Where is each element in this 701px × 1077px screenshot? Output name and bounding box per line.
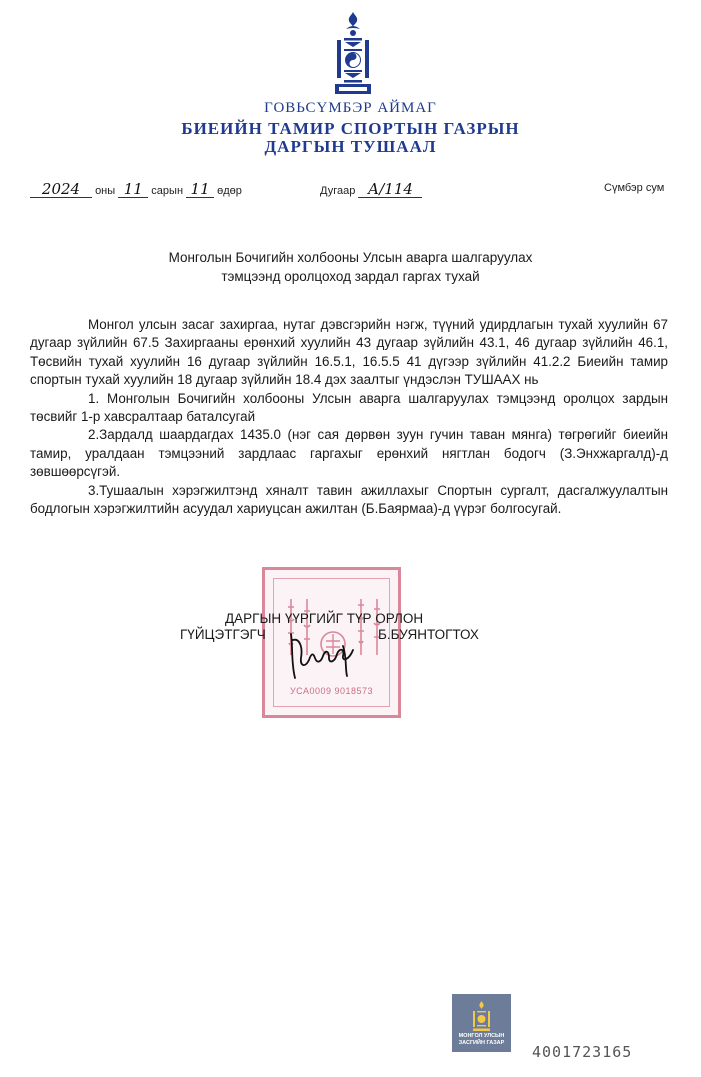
handwritten-signature-icon — [283, 628, 363, 682]
org-department-name: БИЕИЙН ТАМИР СПОРТЫН ГАЗРЫН — [181, 119, 520, 138]
signer-title-line-1: ДАРГЫН ҮҮРГИЙГ ТҮР ОРЛОН — [225, 611, 424, 626]
government-logo — [452, 994, 511, 1052]
government-logo-text — [452, 1033, 511, 1046]
org-region-name: ГОВЬСҮМБЭР АЙМАГ — [264, 100, 437, 116]
soyombo-emblem-icon — [333, 10, 373, 96]
date-year-suffix: оны — [95, 185, 116, 197]
document-number — [320, 182, 422, 198]
document-body — [30, 316, 668, 518]
signer-title-line-2: ГҮЙЦЭТГЭГЧ — [180, 627, 266, 642]
date-month: 11 — [118, 182, 148, 198]
stamp-code: УСА0009 9018573 — [289, 686, 374, 696]
government-soyombo-icon — [472, 1000, 491, 1032]
date-year: 2024 — [30, 182, 92, 198]
document-type-title: ДАРГЫН ТУШААЛ — [264, 137, 437, 156]
order-item-3: 3.Тушаалын хэрэгжилтэнд хяналт тавин ажиллахыг Спортын сургалт, дасгалжуулалтын бодлогын хэрэгжилтийн асуудал хариуцсан ажилтан (Б.Баярмаа)-д үүрэг болгосугай. — [30, 482, 668, 517]
document-subject — [0, 248, 701, 286]
date-day-suffix: өдөр — [217, 185, 242, 197]
order-item-1: 1. Монголын Бочигийн холбооны Улсын аварга шалгаруулах тэмцээнд оролцох зардын төсвийг 1-р хавсралтаар баталсугай — [30, 390, 668, 425]
subject-line-2: тэмцээнд оролцоход зардал гаргах тухай — [221, 269, 480, 284]
logo-text-line-1: МОНГОЛ УЛСЫН — [458, 1033, 505, 1039]
signer-name: Б.БУЯНТОГТОХ — [378, 627, 479, 642]
document-place: Сүмбэр сум — [604, 182, 665, 194]
order-item-2: 2.Зардалд шаардагдах 1435.0 (нэг сая дөрвөн зуун гучин таван мянга) төгрөгийг биеийн тамир, уралдаан тэмцээний зардлаас гаргахыг ерөнхий нягтлан бодогч (З.Энхжаргалд)-д зөвшөөрсүгэй. — [30, 427, 668, 480]
number-value: А/114 — [358, 182, 422, 198]
date-day: 11 — [186, 182, 214, 198]
document-serial-number: 4001723165 — [532, 1043, 633, 1061]
date-month-suffix: сарын — [151, 185, 184, 197]
document-date — [30, 182, 242, 198]
number-label: Дугаар — [320, 185, 356, 197]
logo-text-line-2: ЗАСГИЙН ГАЗАР — [458, 1039, 505, 1046]
subject-line-1: Монголын Бочигийн холбооны Улсын аварга шалгаруулах — [168, 250, 533, 265]
preamble-paragraph: Монгол улсын засаг захиргаа, нутаг дэвсгэрийн нэгж, түүний удирдлагын тухай хуулийн 67 дугаар зүйлийн 67.5 Захиргааны ерөнхий хуулийн 43 дугаар зүйлийн 43.1, 46 дугаар зүйлийн 46.1, Төсвийн тухай хуулийн 16 дугаар зүйлийн 16.5.1, 16.5.5 41 дүгээр зүйлийн 41.2.2 Биеийн тамир спортын тухай хуулийн 18 дугаар зүйлийн 18.4 дэх заалтыг үндэслэн ТУШААХ нь — [30, 317, 668, 388]
